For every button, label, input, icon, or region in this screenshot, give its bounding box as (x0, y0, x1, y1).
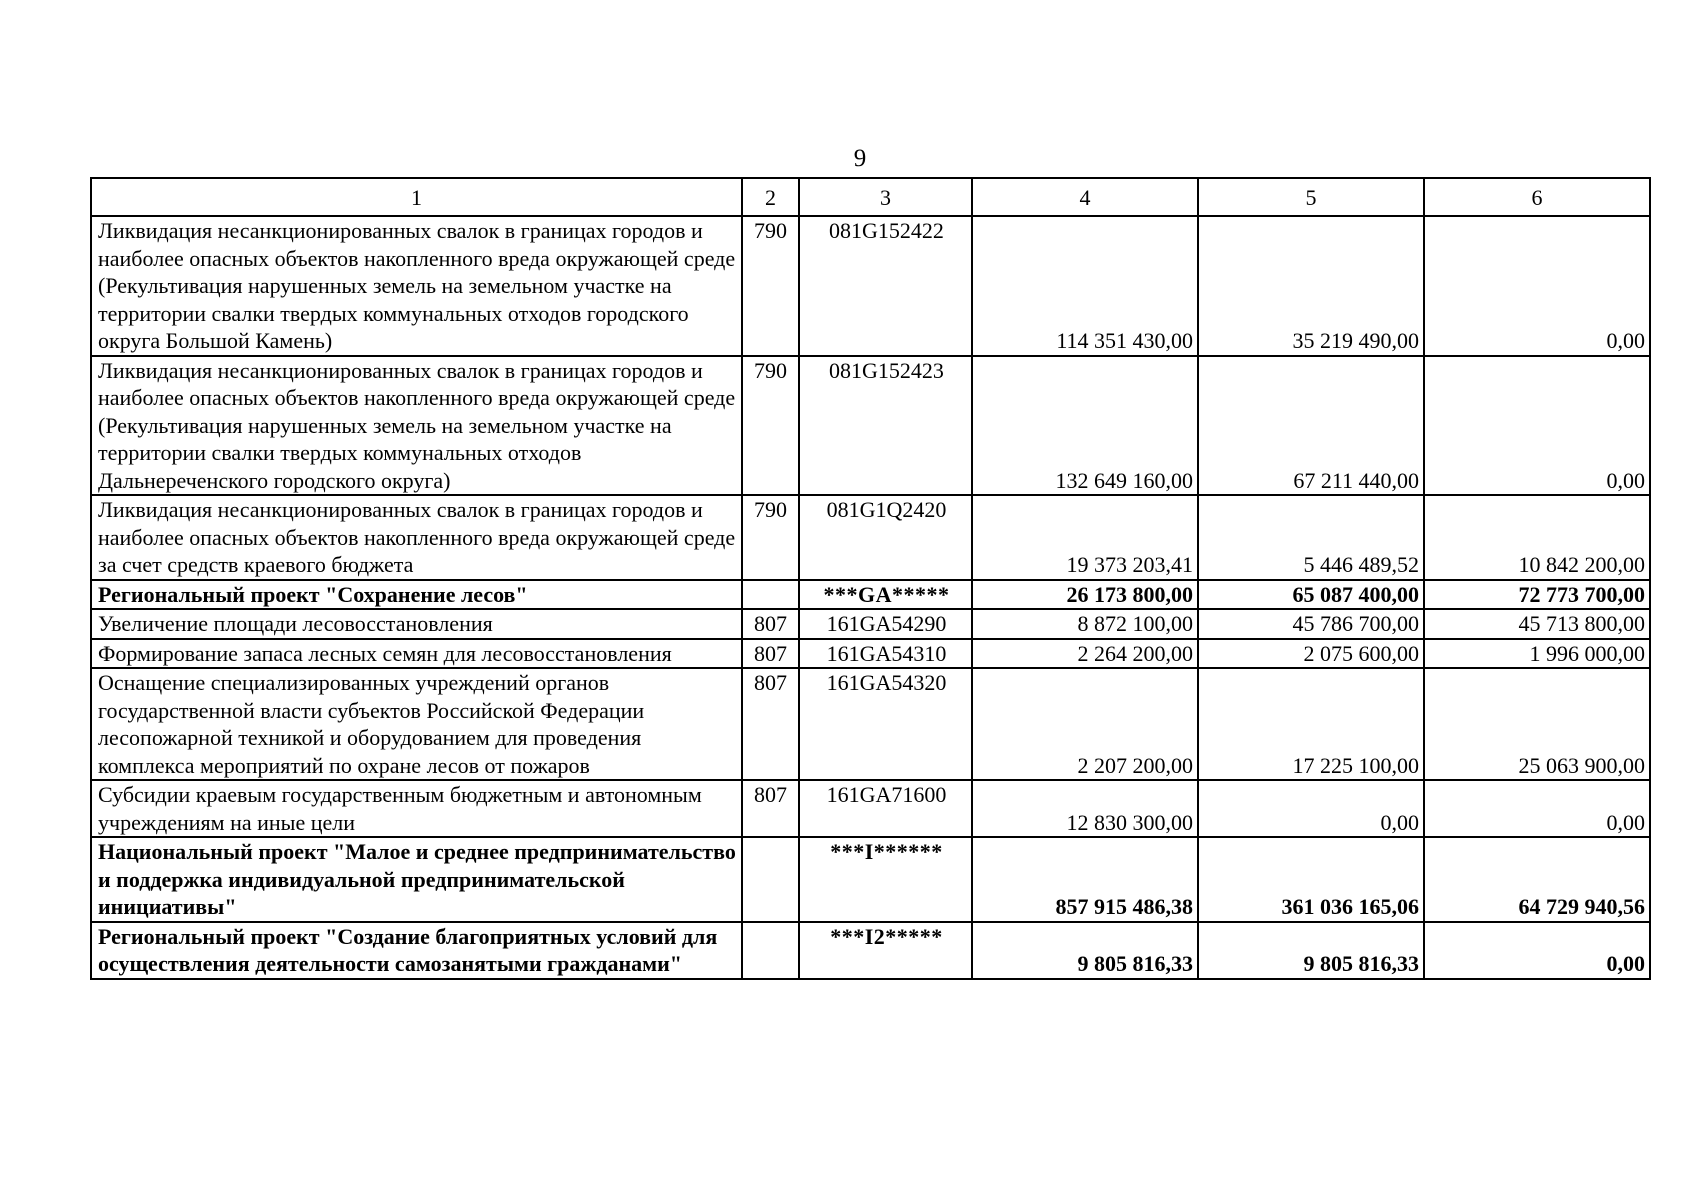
row-name: Ликвидация несанкционированных свалок в границах городов и наиболее опасных объектов накопленного вреда окружающей среде (Рекультивация нарушенных земель на земельном участке на территории свалки твердых коммунальных отходов Дальнереченского городского округа) (91, 356, 742, 496)
row-name: Региональный проект "Сохранение лесов" (91, 580, 742, 610)
row-name: Региональный проект "Создание благоприятных условий для осуществления деятельности самозанятыми гражданами" (91, 922, 742, 979)
table-row (91, 356, 1650, 496)
row-value-5: 17 225 100,00 (1198, 668, 1424, 780)
row-grbs (742, 837, 799, 922)
row-code: ***I2***** (799, 922, 972, 979)
row-name: Ликвидация несанкционированных свалок в границах городов и наиболее опасных объектов накопленного вреда окружающей среде (Рекультивация нарушенных земель на земельном участке на территории свалки твердых коммунальных отходов городского округа Большой Камень) (91, 216, 742, 356)
row-name: Ликвидация несанкционированных свалок в границах городов и наиболее опасных объектов накопленного вреда окружающей среде за счет средств краевого бюджета (91, 495, 742, 580)
column-header: 4 (972, 178, 1198, 216)
row-code: 081G1Q2420 (799, 495, 972, 580)
row-grbs: 807 (742, 639, 799, 669)
table-row-project (91, 922, 1650, 979)
row-code: 161GA71600 (799, 780, 972, 837)
row-value-6: 0,00 (1424, 780, 1650, 837)
row-value-5: 65 087 400,00 (1198, 580, 1424, 610)
row-name: Национальный проект "Малое и среднее предпринимательство и поддержка индивидуальной предпринимательской инициативы" (91, 837, 742, 922)
row-value-4: 19 373 203,41 (972, 495, 1198, 580)
table-row-project (91, 580, 1650, 610)
row-code: 161GA54310 (799, 639, 972, 669)
row-code: ***GA***** (799, 580, 972, 610)
row-value-5: 2 075 600,00 (1198, 639, 1424, 669)
row-value-4: 2 207 200,00 (972, 668, 1198, 780)
row-value-6: 0,00 (1424, 922, 1650, 979)
page-number: 9 (853, 145, 867, 172)
row-code: 081G152422 (799, 216, 972, 356)
column-header: 2 (742, 178, 799, 216)
row-value-5: 0,00 (1198, 780, 1424, 837)
row-value-5: 35 219 490,00 (1198, 216, 1424, 356)
row-code: ***I****** (799, 837, 972, 922)
row-grbs: 790 (742, 216, 799, 356)
table-row (91, 216, 1650, 356)
table-header-row (91, 178, 1650, 216)
row-value-4: 9 805 816,33 (972, 922, 1198, 979)
row-name: Оснащение специализированных учреждений органов государственной власти субъектов Российской Федерации лесопожарной техникой и оборудованием для проведения комплекса мероприятий по охране лесов от пожаров (91, 668, 742, 780)
table-row (91, 639, 1650, 669)
row-value-4: 8 872 100,00 (972, 609, 1198, 639)
row-value-6: 25 063 900,00 (1424, 668, 1650, 780)
row-code: 161GA54290 (799, 609, 972, 639)
row-value-4: 857 915 486,38 (972, 837, 1198, 922)
row-value-4: 12 830 300,00 (972, 780, 1198, 837)
row-grbs: 807 (742, 668, 799, 780)
row-name: Формирование запаса лесных семян для лесовосстановления (91, 639, 742, 669)
column-header: 6 (1424, 178, 1650, 216)
row-value-4: 26 173 800,00 (972, 580, 1198, 610)
row-value-4: 132 649 160,00 (972, 356, 1198, 496)
column-header: 3 (799, 178, 972, 216)
row-value-5: 67 211 440,00 (1198, 356, 1424, 496)
row-value-6: 1 996 000,00 (1424, 639, 1650, 669)
row-code: 081G152423 (799, 356, 972, 496)
row-value-4: 114 351 430,00 (972, 216, 1198, 356)
row-grbs (742, 580, 799, 610)
row-grbs: 790 (742, 495, 799, 580)
row-value-5: 361 036 165,06 (1198, 837, 1424, 922)
row-value-6: 0,00 (1424, 356, 1650, 496)
row-value-6: 10 842 200,00 (1424, 495, 1650, 580)
row-name: Увеличение площади лесовосстановления (91, 609, 742, 639)
row-code: 161GA54320 (799, 668, 972, 780)
row-grbs: 807 (742, 780, 799, 837)
table-row (91, 609, 1650, 639)
row-name: Субсидии краевым государственным бюджетным и автономным учреждениям на иные цели (91, 780, 742, 837)
row-value-5: 9 805 816,33 (1198, 922, 1424, 979)
row-value-6: 0,00 (1424, 216, 1650, 356)
row-grbs: 790 (742, 356, 799, 496)
table-row (91, 780, 1650, 837)
row-value-6: 72 773 700,00 (1424, 580, 1650, 610)
row-grbs: 807 (742, 609, 799, 639)
row-value-6: 45 713 800,00 (1424, 609, 1650, 639)
column-header: 1 (91, 178, 742, 216)
row-value-4: 2 264 200,00 (972, 639, 1198, 669)
row-grbs (742, 922, 799, 979)
row-value-5: 45 786 700,00 (1198, 609, 1424, 639)
row-value-5: 5 446 489,52 (1198, 495, 1424, 580)
column-header: 5 (1198, 178, 1424, 216)
table-row (91, 495, 1650, 580)
budget-table (90, 177, 1651, 980)
table-row-project (91, 837, 1650, 922)
table-row (91, 668, 1650, 780)
row-value-6: 64 729 940,56 (1424, 837, 1650, 922)
